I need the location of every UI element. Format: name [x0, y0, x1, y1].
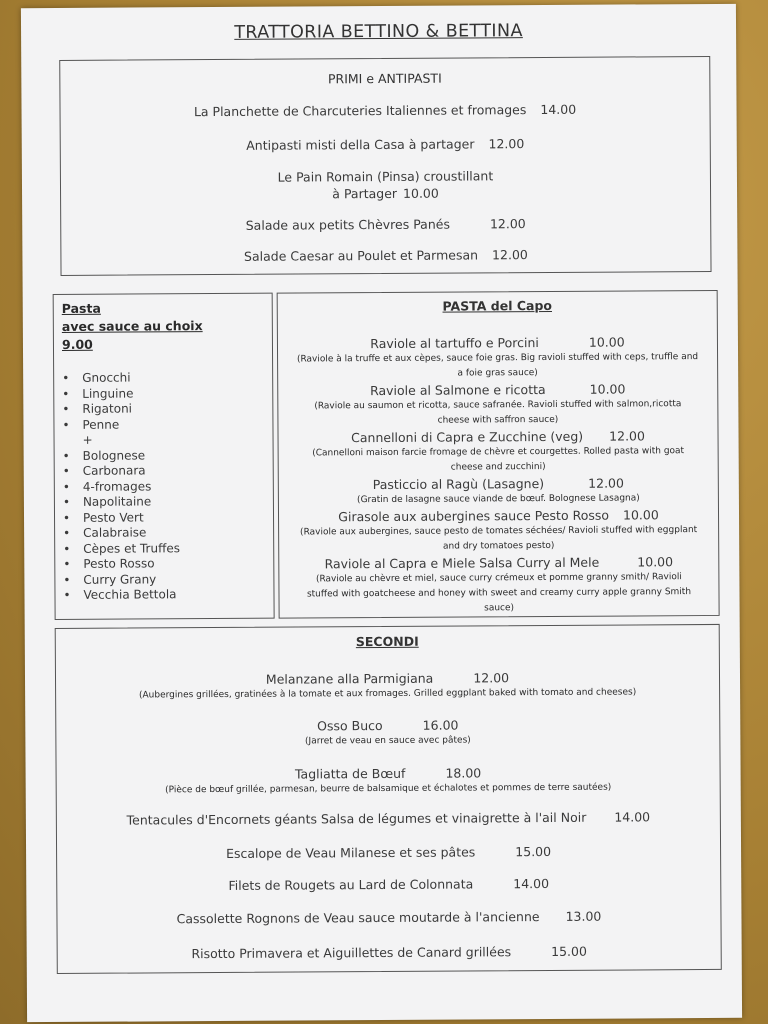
pasta-list [62, 370, 180, 603]
list-item: • Cèpes et Truffes [63, 540, 181, 556]
menu-item: à Partager 10.00 [332, 185, 439, 202]
list-item: • Napolitaine [62, 494, 152, 509]
secondi-heading: SECONDI [355, 633, 419, 650]
list-item: • Gnocchi [62, 370, 131, 385]
list-item: • Pesto Vert [62, 509, 144, 525]
menu-item: Pasticcio al Ragù (Lasagne) 12.00 [372, 475, 624, 493]
menu-item: Filets de Rougets au Lard de Colonnata 14.00 [228, 875, 550, 893]
menu-item: Cassolette Rognons de Veau sauce moutarde à l'ancienne 13.00 [176, 908, 602, 927]
list-item: • 4-fromages [62, 478, 152, 494]
menu-sheet [21, 4, 742, 1022]
menu-item: Raviole al Capra e Miele Salsa Curry al Mele 10.00 [324, 554, 674, 572]
list-item: • Calabraise [63, 525, 147, 540]
menu-item: Girasole aux aubergines sauce Pesto Rosso 10.00 [338, 507, 659, 525]
item-description: (Cannelloni maison farcie fromage de chèvre et courgettes. Rolled pasta with goat cheese and zucchini) [312, 446, 685, 473]
pasta-choice-section [53, 293, 275, 620]
item-description: (Jarret de veau en sauce avec pâtes) [304, 735, 471, 747]
menu-item: Risotto Primavera et Aiguillettes de Canard grillées 15.00 [191, 943, 587, 962]
menu-item: Osso Buco 16.00 [317, 717, 459, 734]
secondi-section [55, 624, 722, 974]
menu-item: Cannelloni di Capra e Zucchine (veg) 12.00 [351, 428, 645, 446]
list-item: • Rigatoni [62, 401, 133, 416]
list-item: • Linguine [62, 386, 134, 401]
menu-item: La Planchette de Charcuteries Italiennes et fromages 14.00 [193, 101, 577, 120]
item-description: (Pièce de bœuf grillée, parmesan, beurre de balsamique et échalotes et pommes de terre sautées) [165, 782, 612, 796]
menu-item: Tentacules d'Encornets géants Salsa de légumes et vinaigrette à l'ail Noir 14.00 [126, 809, 651, 828]
menu-item: Salade Caesar au Poulet et Parmesan 12.00 [243, 247, 528, 264]
capo-heading: PASTA del Capo [442, 297, 553, 314]
menu-item: Raviole al Salmone e ricotta 10.00 [370, 381, 626, 399]
list-item: • Curry Grany [63, 571, 157, 587]
menu-item: Antipasti misti della Casa à partager 12.00 [246, 136, 525, 153]
restaurant-title: TRATTORIA BETTINO & BETTINA [234, 21, 523, 43]
pasta-capo-section [277, 290, 720, 619]
item-description: (Raviole aux aubergines, sauce pesto de tomates séchées/ Ravioli stuffed with eggplant and dry tomatoes pesto) [300, 525, 698, 552]
item-description: (Gratin de lasagne sauce viande de bœuf. Bolognese Lasagna) [357, 493, 640, 506]
menu-item: Escalope de Veau Milanese et ses pâtes 15.00 [226, 843, 552, 861]
pasta-subheading: avec sauce au choix [61, 318, 203, 334]
list-item: • Penne [62, 417, 120, 432]
list-item: • Pesto Rosso [63, 556, 155, 571]
item-description: (Raviole à la truffe et aux cèpes, sauce foie gras. Big ravioli stuffed with ceps, truffle and a foie gras sauce) [296, 352, 699, 379]
menu-item: Salade aux petits Chèvres Panés 12.00 [245, 216, 526, 233]
primi-heading: PRIMI e ANTIPASTI [327, 70, 442, 87]
menu-item: Melanzane alla Parmigiana 12.00 [265, 670, 510, 687]
pasta-price: 9.00 [61, 336, 93, 352]
item-description: (Raviole au chèvre et miel, sauce curry crémeux et pomme granny smith/ Ravioli stuffed with goatcheese and honey with sweet and creamy curry apple granny Smith sauce) [306, 572, 692, 614]
menu-item: Raviole al tartuffo e Porcini 10.00 [370, 334, 625, 352]
list-item: • Bolognese [62, 447, 146, 463]
list-item: • Vecchia Bettola [63, 587, 177, 602]
menu-item: Le Pain Romain (Pinsa) croustillant [277, 168, 494, 185]
list-item: • Carbonara [62, 463, 146, 478]
plus-sign: + [82, 432, 93, 447]
menu-item: Tagliatta de Bœuf 18.00 [294, 765, 482, 782]
primi-section [59, 56, 711, 276]
item-description: (Aubergines grillées, gratinées à la tomate et aux fromages. Grilled eggplant baked with tomato and cheeses) [138, 687, 637, 701]
item-description: (Raviole au saumon et ricotta, sauce safranée. Ravioli stuffed with salmon,ricotta cheese with saffron sauce) [314, 399, 682, 426]
pasta-heading: Pasta [61, 300, 101, 316]
